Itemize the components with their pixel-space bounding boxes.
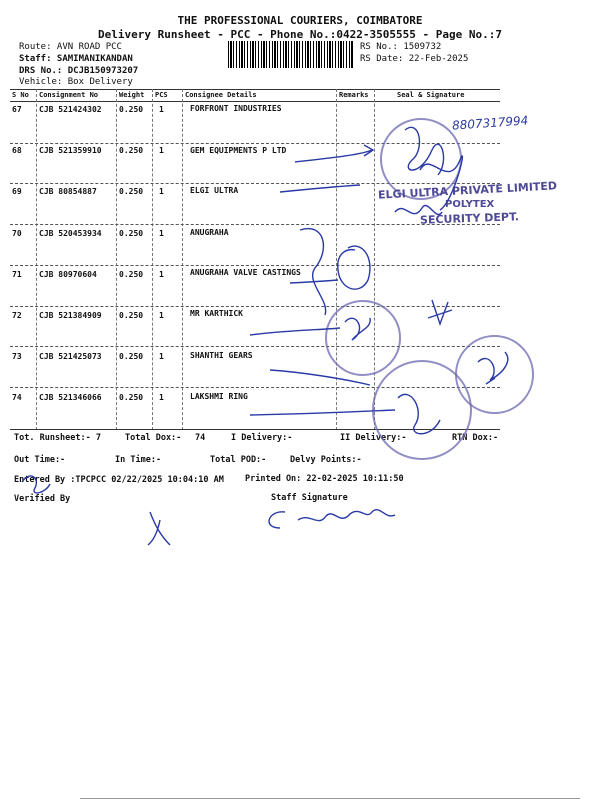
tot-runsheet: Tot. Runsheet:- 7 <box>14 433 101 443</box>
row-weight: 0.250 <box>119 393 144 402</box>
row-weight: 0.250 <box>119 146 144 155</box>
total-pod: Total POD:- <box>210 455 267 465</box>
row-sno: 71 <box>12 270 22 279</box>
row-consignment-no: CJB 520453934 <box>39 229 102 238</box>
signature-stroke <box>345 318 370 340</box>
row-weight: 0.250 <box>119 105 144 114</box>
verifier-signature-icon <box>148 512 170 545</box>
col-header-sno: S No <box>12 91 29 99</box>
row-pcs: 1 <box>159 146 164 155</box>
row-consignment-no: CJB 521359910 <box>39 146 102 155</box>
tick-mark-icon <box>428 300 452 324</box>
total-dox-label: Total Dox:- <box>125 433 182 443</box>
row-consignee: ELGI ULTRA <box>190 186 239 195</box>
total-dox-value: 74 <box>195 433 206 443</box>
row-sno: 73 <box>12 352 22 361</box>
col-header-consignment: Consignment No <box>39 91 99 99</box>
stamp-company-name: ELGI ULTRA PRIVATE LIMITED <box>377 179 558 202</box>
row-consignment-no: CJB 80854887 <box>39 187 97 196</box>
row-weight: 0.250 <box>119 229 144 238</box>
row-sno: 74 <box>12 393 22 402</box>
col-header-seal: Seal & Signature <box>397 91 465 99</box>
staff-signature-icon <box>269 510 395 528</box>
verified-by: Verified By <box>14 494 71 504</box>
row-sno: 68 <box>12 146 22 155</box>
row-pcs: 1 <box>159 393 164 402</box>
in-time: In Time:- <box>115 455 162 465</box>
row-consignment-no: CJB 80970604 <box>39 270 97 279</box>
row-weight: 0.250 <box>119 311 144 320</box>
stamp-unit: POLYTEX <box>445 199 495 210</box>
vehicle-label: Vehicle: Box Delivery <box>19 77 133 87</box>
row-pcs: 1 <box>159 352 164 361</box>
delivery-arrow-icon <box>280 185 360 192</box>
row-weight: 0.250 <box>119 352 144 361</box>
row-sno: 69 <box>12 187 22 196</box>
drs-number: DRS No.: DCJB150973207 <box>19 66 139 76</box>
row-weight: 0.250 <box>119 270 144 279</box>
row-pcs: 1 <box>159 311 164 320</box>
row-pcs: 1 <box>159 270 164 279</box>
signature-stroke <box>398 394 440 433</box>
col-header-weight: Weight <box>119 91 145 99</box>
row-weight: 0.250 <box>119 187 144 196</box>
row-consignee: MR KARTHICK <box>190 309 243 318</box>
row-pcs: 1 <box>159 229 164 238</box>
signature-stroke <box>478 352 508 384</box>
row-consignment-no: CJB 521424302 <box>39 105 102 114</box>
printed-on: Printed On: 22-02-2025 10:11:50 <box>245 474 404 484</box>
signature-stroke <box>338 246 370 289</box>
row-pcs: 1 <box>159 105 164 114</box>
rs-number: RS No.: 1509732 <box>360 42 442 52</box>
handwritten-phone-note: 8807317994 <box>451 113 529 133</box>
row-consignee: GEM EQUIPMENTS P LTD <box>190 146 287 155</box>
staff-signature-label: Staff Signature <box>271 493 348 503</box>
route-label: Route: AVN ROAD PCC <box>19 42 122 52</box>
staff-label: Staff: SAMIMANIKANDAN <box>19 54 133 64</box>
row-consignee: FORFRONT INDUSTRIES <box>190 104 282 113</box>
delivery-arrow-icon <box>270 370 370 385</box>
stamp-dept: SECURITY DEPT. <box>419 210 520 227</box>
row-consignee: SHANTHI GEARS <box>190 351 253 360</box>
out-time: Out Time:- <box>14 455 66 465</box>
delvy-points: Delvy Points:- <box>290 455 362 465</box>
row-sno: 67 <box>12 105 22 114</box>
signature-stroke <box>395 206 442 215</box>
col-header-consignee: Consignee Details <box>185 91 257 99</box>
i-delivery: I Delivery:- <box>231 433 293 443</box>
company-title: THE PROFESSIONAL COURIERS, COIMBATORE <box>177 14 423 27</box>
col-header-remarks: Remarks <box>339 91 369 99</box>
delivery-arrow-icon <box>295 145 373 162</box>
row-sno: 72 <box>12 311 22 320</box>
row-consignee: LAKSHMI RING <box>190 392 248 401</box>
rs-date: RS Date: 22-Feb-2025 <box>360 54 469 64</box>
col-header-pcs: PCS <box>155 91 168 99</box>
delivery-arrow-icon <box>250 410 395 415</box>
row-sno: 70 <box>12 229 22 238</box>
row-consignee: ANUGRAHA VALVE CASTINGS <box>190 268 301 277</box>
entered-by: Entered By :TPCPCC 02/22/2025 10:04:10 AM <box>14 475 224 485</box>
rtn-dox: RTN Dox:- <box>452 433 499 443</box>
row-consignment-no: CJB 521425073 <box>39 352 102 361</box>
delivery-arrow-icon <box>250 328 340 335</box>
runsheet-subtitle: Delivery Runsheet - PCC - Phone No.:0422-3505555 - Page No.:7 <box>98 28 502 41</box>
ii-delivery: II Delivery:- <box>340 433 407 443</box>
signature-stroke <box>420 156 462 210</box>
initials-stroke <box>22 476 50 493</box>
row-consignment-no: CJB 521384909 <box>39 311 102 320</box>
row-pcs: 1 <box>159 187 164 196</box>
row-consignment-no: CJB 521346066 <box>39 393 102 402</box>
signature-stroke <box>300 229 326 315</box>
row-consignee: ANUGRAHA <box>190 228 229 237</box>
